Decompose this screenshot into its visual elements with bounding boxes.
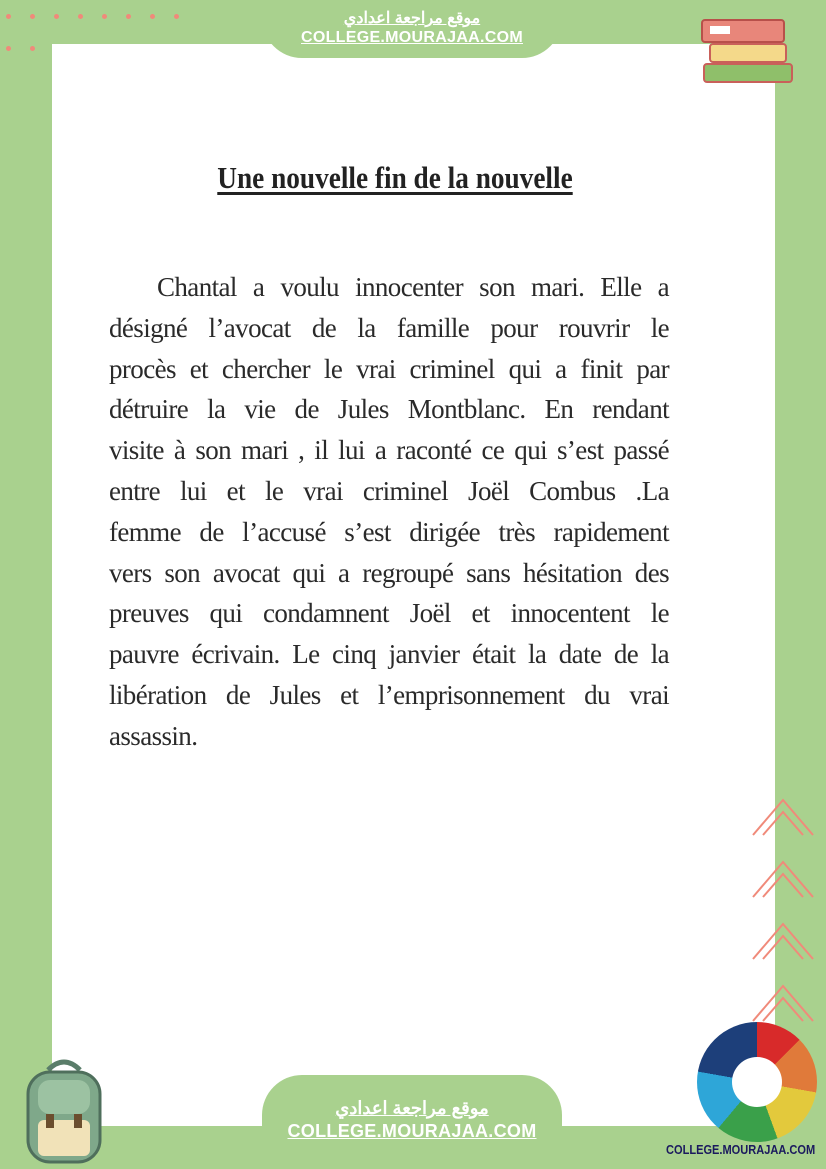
decorative-dot: [102, 14, 107, 19]
decorative-dot: [126, 14, 131, 19]
text-line: vers son avocat qui a regroupé sans hésitation des: [109, 557, 669, 588]
text-line: assassin.: [109, 720, 198, 751]
chevron-up-icon: [748, 914, 818, 964]
document-scan: [80, 125, 710, 965]
text-line: femme de l’accusé s’est dirigée très rapidement: [109, 516, 669, 547]
decorative-dot: [30, 46, 35, 51]
text-line: pauvre écrivain. Le cinq janvier était la date de la: [109, 639, 669, 670]
text-line: détruire la vie de Jules Montblanc. En rendant: [109, 394, 669, 425]
site-logo-wheel: [697, 1022, 817, 1142]
chevron-up-icon: [748, 976, 818, 1026]
decorative-dot: [6, 14, 11, 19]
footer-arabic-title: موقع مراجعة اعدادي: [335, 1098, 489, 1118]
decorative-dot: [30, 14, 35, 19]
decorative-dot: [174, 14, 179, 19]
text-line: désigné l’avocat de la famille pour rouvrir le: [109, 312, 669, 343]
decorative-dot: [6, 46, 11, 51]
text-line: libération de Jules et l’emprisonnement du vrai: [109, 679, 669, 710]
document-title: Une nouvelle fin de la nouvelle: [217, 160, 573, 195]
decorative-dot: [150, 14, 155, 19]
header-tab: [262, 0, 562, 58]
footer-site-link[interactable]: COLLEGE.MOURAJAA.COM: [287, 1121, 537, 1141]
text-line: procès et chercher le vrai criminel qui a finit par: [109, 353, 669, 384]
books-icon: [696, 12, 796, 90]
text-line: preuves qui condamnent Joël et innocentent le: [109, 598, 669, 629]
text-line: entre lui et le vrai criminel Joël Combus .La: [109, 475, 669, 506]
chevron-up-icon: [748, 790, 818, 840]
text-line: visite à son mari , il lui a raconté ce qui s’est passé: [109, 435, 669, 466]
decorative-dot: [54, 14, 59, 19]
document-body: [109, 267, 669, 757]
logo-site-text: COLLEGE.MOURAJAA.COM: [666, 1142, 816, 1157]
footer-tab: [262, 1075, 562, 1169]
header-arabic-title: موقع مراجعة اعدادي: [343, 10, 481, 27]
text-line: Chantal a voulu innocenter son mari. Elle a: [157, 272, 669, 302]
header-site-link[interactable]: COLLEGE.MOURAJAA.COM: [301, 29, 523, 46]
backpack-icon: [18, 1058, 110, 1164]
decorative-dot: [78, 14, 83, 19]
chevron-up-icon: [748, 852, 818, 902]
